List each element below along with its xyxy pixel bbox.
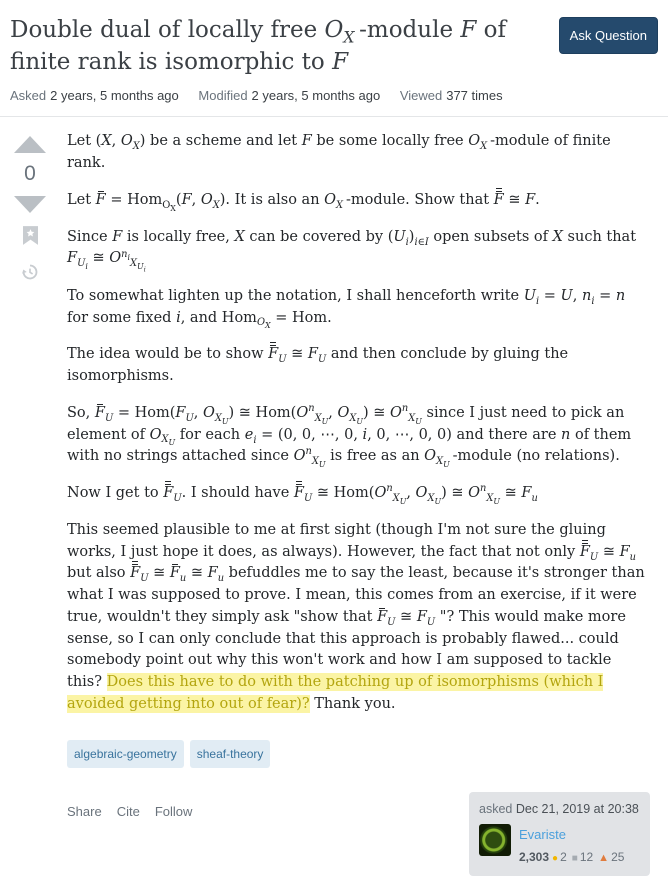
page-title: Double dual of locally free $O_X$ -module F of finite rank is isomorphic to F	[10, 17, 507, 76]
avatar[interactable]	[479, 824, 511, 856]
question-paragraph: To somewhat lighten up the notation, I shall henceforth write $U_i = U$, $n_i = n$ for some fixed i, and Hom$_{O_X}$ = Hom.	[67, 287, 626, 331]
question-header	[0, 0, 668, 78]
bronze-badge-icon: ▲	[598, 851, 610, 864]
asked-signature-box	[469, 792, 650, 876]
meta-viewed-value: 377 times	[446, 88, 503, 104]
history-icon[interactable]	[21, 263, 39, 286]
meta-asked	[10, 88, 179, 103]
gold-badge-count: 2	[560, 849, 567, 864]
question-main	[0, 117, 668, 876]
asked-label: asked	[479, 801, 513, 816]
user-info	[519, 824, 629, 866]
silver-badge-count: 12	[579, 849, 594, 864]
question-paragraph: Let F = Hom$_{O_X}$(F, $O_X$). It is also an $O_X$ -module. Show that F ≅ F.	[67, 191, 540, 213]
asked-date-line	[479, 800, 640, 819]
tag-sheaf-theory[interactable]: sheaf-theory	[190, 740, 271, 768]
vote-score: 0	[24, 162, 36, 186]
cite-link[interactable]: Cite	[116, 803, 140, 819]
vote-column	[10, 131, 50, 876]
ask-question-button[interactable]: Ask Question	[559, 17, 658, 54]
bronze-badge-count: 25	[611, 849, 625, 864]
meta-asked-value: 2 years, 5 months ago	[50, 88, 179, 104]
meta-viewed	[400, 88, 503, 103]
gold-badge-icon: ●	[552, 852, 559, 864]
question-paragraph: Let (X, $O_X$) be a scheme and let F be some locally free $O_X$ -module of finite rank.	[67, 133, 611, 172]
meta-modified-label: Modified	[198, 88, 248, 104]
question-body	[67, 131, 650, 876]
question-footer	[67, 792, 650, 876]
post-actions	[67, 792, 192, 822]
meta-asked-label: Asked	[10, 88, 47, 104]
question-paragraph: Now I get to $F_U$. I should have $F_U$ ≅ $Hom(O^n_{X_U}$, $O_{X_U}$) ≅ $O^n_{X_U}$ ≅ $F_u$	[67, 483, 538, 506]
follow-link[interactable]: Follow	[154, 803, 193, 819]
reputation-score: 2,303	[519, 849, 550, 864]
question-paragraph: The idea would be to show $F_U$ ≅ $F_U$ and then conclude by gluing the isomorphisms.	[67, 346, 569, 385]
bookmark-icon[interactable]	[23, 226, 38, 250]
upvote-arrow-icon[interactable]	[14, 136, 46, 153]
tag-row	[67, 740, 650, 768]
share-link[interactable]: Share	[67, 803, 102, 819]
silver-badge-icon: ■	[571, 852, 578, 864]
meta-modified-value: 2 years, 5 months ago	[251, 88, 381, 104]
user-card	[479, 824, 640, 866]
question-meta-row	[0, 78, 668, 116]
downvote-arrow-icon[interactable]	[14, 196, 46, 213]
question-paragraph: So, $F_U = Hom(F_U$, $O_{X_U}$) ≅ $Hom(O^n_{X_U}$, $O_{X_U}$) ≅ $O^n_{X_U}$ since I just need to pick an element of $O_{X_U}$ for each $e_i = (0$, 0, ⋯, 0, i, 0, ⋯, 0, 0) and there are n of them with no strings attached since $O^n_{X_U}$ is free as an $O_{X_U}$ -module (no relations).	[67, 402, 632, 470]
question-paragraph: Since F is locally free, X can be covered by $(U_i)_{i\in I}$ open subsets of X such that $F_{U_i}$ ≅ $O^{n_i}_{X_{U_i}}$	[67, 228, 637, 274]
meta-viewed-label: Viewed	[399, 88, 443, 104]
question-paragraph: This seemed plausible to me at first sight (though I'm not sure the gluing works, I just hope it does, as always). However, the fact that not only $F_U$ ≅ $F_u$ but also $F_U$ ≅ $F_u$ ≅ $F_u$ befuddles me to say the least, because it's stronger than what I was supposed to prove. I mean, this comes from an exercise, if it were true, wouldn't they simply ask "show that $F_U$ ≅ $F_U$ "? This would make more sense, so I can only conclude that this approach is probably flawed... could somebody point out why this won't work and how I am supposed to tackle this? Does this have to do with the patching up of isomorphisms (which I avoided getting into out of fear)? Thank you.	[67, 521, 645, 712]
username-link[interactable]: Evariste	[519, 827, 566, 843]
meta-modified	[198, 88, 380, 103]
tag-algebraic-geometry[interactable]: algebraic-geometry	[67, 740, 184, 768]
user-badges	[519, 848, 629, 867]
asked-date: Dec 21, 2019 at 20:38	[515, 801, 639, 816]
